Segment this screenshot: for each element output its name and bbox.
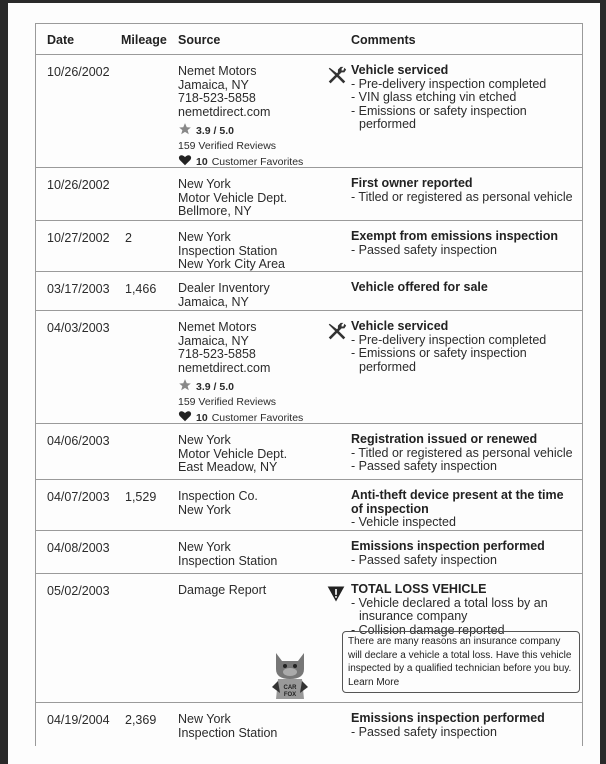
star-icon: [178, 378, 192, 396]
row-comments: [351, 433, 576, 474]
row-comments: [351, 712, 576, 739]
row-comments: [351, 230, 576, 257]
comment-item: - Emissions or safety inspection performed: [351, 346, 527, 374]
table-row: [36, 531, 582, 574]
row-comments: [351, 540, 576, 567]
carfox-mascot-icon: [266, 649, 314, 701]
svg-text:FOX: FOX: [283, 692, 297, 698]
favorites-count: 10: [196, 411, 208, 424]
table-row: [36, 221, 582, 272]
comment-item: - Passed safety inspection: [351, 552, 497, 567]
wrench-screwdriver-icon: [326, 65, 348, 87]
star-icon: [178, 122, 192, 140]
source-line: New York: [178, 502, 231, 517]
comment-item: - Emissions or safety inspection performed: [351, 103, 527, 131]
row-date: 04/03/2003: [47, 321, 110, 335]
warning-shield-icon: [326, 584, 348, 606]
source-line: Inspection Station: [178, 553, 278, 568]
comment-title: Anti-theft device present at the time of inspection: [351, 488, 564, 516]
row-source: [178, 541, 277, 568]
source-line: New York: [178, 177, 231, 191]
comment-title: First owner reported: [351, 176, 473, 190]
table-row: [36, 703, 582, 753]
history-table: [35, 23, 583, 746]
source-line: Bellmore, NY: [178, 204, 252, 218]
row-source: [178, 178, 287, 219]
favorites-label: Customer Favorites: [211, 411, 304, 424]
source-line: Inspection Station: [178, 243, 278, 258]
comment-title: Vehicle offered for sale: [351, 280, 488, 294]
comment-title: Exempt from emissions inspection: [351, 229, 558, 243]
source-line: Nemet Motors: [178, 64, 257, 78]
source-line: 718-523-5858: [178, 347, 256, 361]
table-row: [36, 574, 582, 703]
comment-item: - Passed safety inspection: [351, 242, 497, 257]
source-website-link[interactable]: nemetdirect.com: [178, 360, 271, 375]
svg-text:CAR: CAR: [283, 685, 297, 691]
comment-title: Registration issued or renewed: [351, 432, 538, 446]
row-comments: [351, 583, 576, 637]
row-date: 04/07/2003: [47, 490, 110, 504]
row-date: 05/02/2003: [47, 584, 110, 598]
source-website-link[interactable]: nemetdirect.com: [178, 104, 271, 119]
source-line: New York City Area: [178, 257, 285, 271]
row-date: 04/06/2003: [47, 434, 110, 448]
row-source: [178, 231, 285, 272]
header-mileage: Mileage: [121, 33, 167, 47]
favorites-label: Customer Favorites: [211, 155, 304, 168]
source-line: East Meadow, NY: [178, 460, 278, 474]
comment-item: - Collision damage reported: [351, 622, 505, 637]
source-line: Jamaica, NY: [178, 294, 249, 309]
report-page: [8, 3, 600, 764]
table-header: [36, 24, 582, 55]
comment-title: Vehicle serviced: [351, 319, 449, 333]
source-line: Nemet Motors: [178, 320, 257, 334]
table-row: [36, 55, 582, 168]
verified-reviews-link[interactable]: 159 Verified Reviews: [178, 140, 277, 152]
row-source: [178, 282, 270, 309]
table-row: [36, 480, 582, 531]
source-line: Inspection Station: [178, 725, 278, 740]
row-source: [178, 584, 266, 598]
source-line: New York: [178, 712, 231, 726]
header-date: Date: [47, 33, 75, 47]
wrench-screwdriver-icon: [326, 321, 348, 343]
row-mileage: 2,369: [125, 713, 157, 727]
rating-score: 3.9 / 5.0: [196, 380, 234, 393]
source-line: 718-523-5858: [178, 91, 256, 105]
source-line: New York: [178, 230, 231, 244]
row-source: [178, 490, 258, 517]
comment-item: - Vehicle declared a total loss by an insurance company: [351, 595, 548, 623]
row-date: 10/26/2002: [47, 65, 110, 79]
comment-title: TOTAL LOSS VEHICLE: [351, 582, 487, 596]
source-line: Motor Vehicle Dept.: [178, 446, 288, 461]
row-date: 04/19/2004: [47, 713, 110, 727]
row-comments: [351, 281, 576, 295]
row-date: 04/08/2003: [47, 541, 110, 555]
comment-item: - Passed safety inspection: [351, 724, 497, 739]
comment-item: - Pre-delivery inspection completed: [351, 76, 547, 91]
comment-item: - Vehicle inspected: [351, 515, 456, 529]
comment-item: - VIN glass etching vin etched: [351, 90, 517, 104]
comment-title: Emissions inspection performed: [351, 539, 545, 553]
total-loss-note[interactable]: There are many reasons an insurance company will declare a vehicle a total loss. Have this vehicle inspected by a qualified technician before you buy. Learn More: [342, 631, 580, 693]
source-line: Jamaica, NY: [178, 333, 249, 348]
favorites-count: 10: [196, 155, 208, 168]
header-comments: Comments: [351, 33, 416, 47]
source-line: Motor Vehicle Dept.: [178, 190, 288, 205]
row-comments: [351, 489, 576, 530]
verified-reviews-link[interactable]: 159 Verified Reviews: [178, 396, 277, 408]
row-mileage: 1,529: [125, 490, 157, 504]
table-row: [36, 168, 582, 221]
table-row: [36, 311, 582, 424]
table-row: [36, 424, 582, 480]
row-comments: [351, 64, 576, 132]
comment-item: - Passed safety inspection: [351, 459, 497, 473]
source-line: Damage Report: [178, 583, 267, 597]
comment-item: - Titled or registered as personal vehicle: [351, 189, 573, 204]
comment-item: - Pre-delivery inspection completed: [351, 332, 547, 347]
row-comments: [351, 177, 576, 204]
comment-item: - Titled or registered as personal vehicle: [351, 445, 573, 460]
row-mileage: 2: [125, 231, 132, 245]
table-row: [36, 272, 582, 311]
rating-score: 3.9 / 5.0: [196, 124, 234, 137]
row-source: [178, 713, 277, 740]
source-line: New York: [178, 433, 231, 447]
source-line: Jamaica, NY: [178, 77, 249, 92]
row-date: 10/26/2002: [47, 178, 110, 192]
row-date: 03/17/2003: [47, 282, 110, 296]
row-source: [178, 434, 287, 475]
source-line: Dealer Inventory: [178, 281, 270, 295]
row-mileage: 1,466: [125, 282, 157, 296]
dealer-rating: [178, 122, 303, 171]
header-source: Source: [178, 33, 221, 47]
row-source: [178, 65, 303, 171]
comment-title: Emissions inspection performed: [351, 711, 545, 725]
row-source: [178, 321, 303, 427]
row-date: 10/27/2002: [47, 231, 110, 245]
source-line: Inspection Co.: [178, 489, 258, 503]
comment-title: Vehicle serviced: [351, 63, 449, 77]
source-line: New York: [178, 540, 231, 554]
dealer-rating: [178, 378, 303, 427]
row-comments: [351, 320, 576, 374]
